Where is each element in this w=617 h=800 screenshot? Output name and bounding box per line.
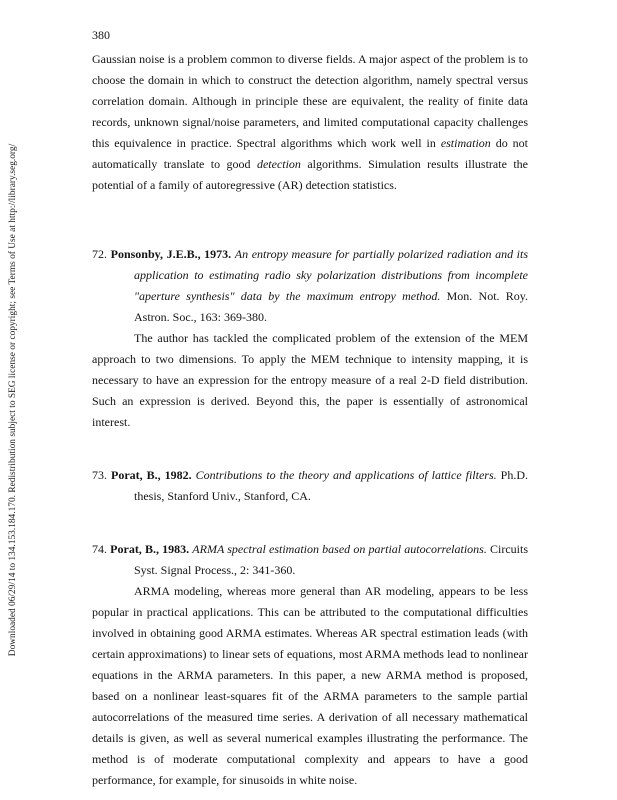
ref-number: 72. <box>92 247 107 261</box>
ref-title: ARMA spectral estimation based on partial autocorrelations. <box>192 542 487 556</box>
ref-author: Porat, B., 1983. <box>110 542 190 556</box>
reference-72 <box>92 244 528 328</box>
reference-73 <box>92 465 528 507</box>
page-number: 380 <box>92 28 110 42</box>
ref-title: Contributions to the theory and applications of lattice filters. <box>195 468 497 482</box>
abstract-72: The author has tackled the complicated problem of the extension of the MEM approach to two dimensions. To apply the MEM technique to intensity mapping, it is necessary to have an expression for the entropy measure of a real 2-D field distribution. Such an expression is derived. Beyond this, the paper is essentially of astronomical interest. <box>92 331 528 429</box>
ref-author: Porat, B., 1982. <box>111 468 192 482</box>
ref-number: 73. <box>92 468 107 482</box>
ref-title: An entropy measure for partially polarized radiation and its application to estimating radio sky polarization distributions from incomplete "aperture synthesis" data by the maximum entropy method. <box>134 247 529 303</box>
reference-74 <box>92 539 528 581</box>
ref-source: Mon. Not. Roy. Astron. Soc., 163: 369-380. <box>134 289 528 324</box>
download-notice: Downloaded 06/29/14 to 134.153.184.170. Redistribution subject to SEG license or copyright; see Terms of Use at http://library.seg.org/ <box>8 143 18 657</box>
ref-source: Circuits Syst. Signal Process., 2: 341-360. <box>134 542 529 577</box>
page-content <box>92 28 528 791</box>
abstract-74: ARMA modeling, whereas more general than AR modeling, appears to be less popular in practical applications. This can be attributed to the computational difficulties involved in obtaining good ARMA estimates. Whereas AR spectral estimation leads (with certain approximations) to linear sets of equations, most ARMA methods lead to nonlinear equations in the ARMA parameters. In this paper, a new ARMA method is proposed, based on a nonlinear least-squares fit of the ARMA parameters to the sample partial autocorrelations of the measured time series. A derivation of all necessary mathematical details is given, as well as several numerical examples illustrating the performance. The method is of moderate computational complexity and appears to have a good performance, for example, for sinusoids in white noise. <box>92 584 528 787</box>
ref-source: Ph.D. thesis, Stanford Univ., Stanford, CA. <box>134 468 528 503</box>
intro-paragraph: Gaussian noise is a problem common to diverse fields. A major aspect of the problem is to choose the domain in which to construct the detection algorithm, namely spectral versus correlation domain. Although in principle these are equivalent, the reality of finite data records, unknown signal/noise parameters, and limited computational capacity challenges this equivalence in practice. Spectral algorithms which work well in estimation do not automatically translate to good detection algorithms. Simulation results illustrate the potential of a family of autoregressive (AR) detection statistics. <box>92 52 528 192</box>
ref-author: Ponsonby, J.E.B., 1973. <box>110 247 232 261</box>
ref-number: 74. <box>92 542 107 556</box>
